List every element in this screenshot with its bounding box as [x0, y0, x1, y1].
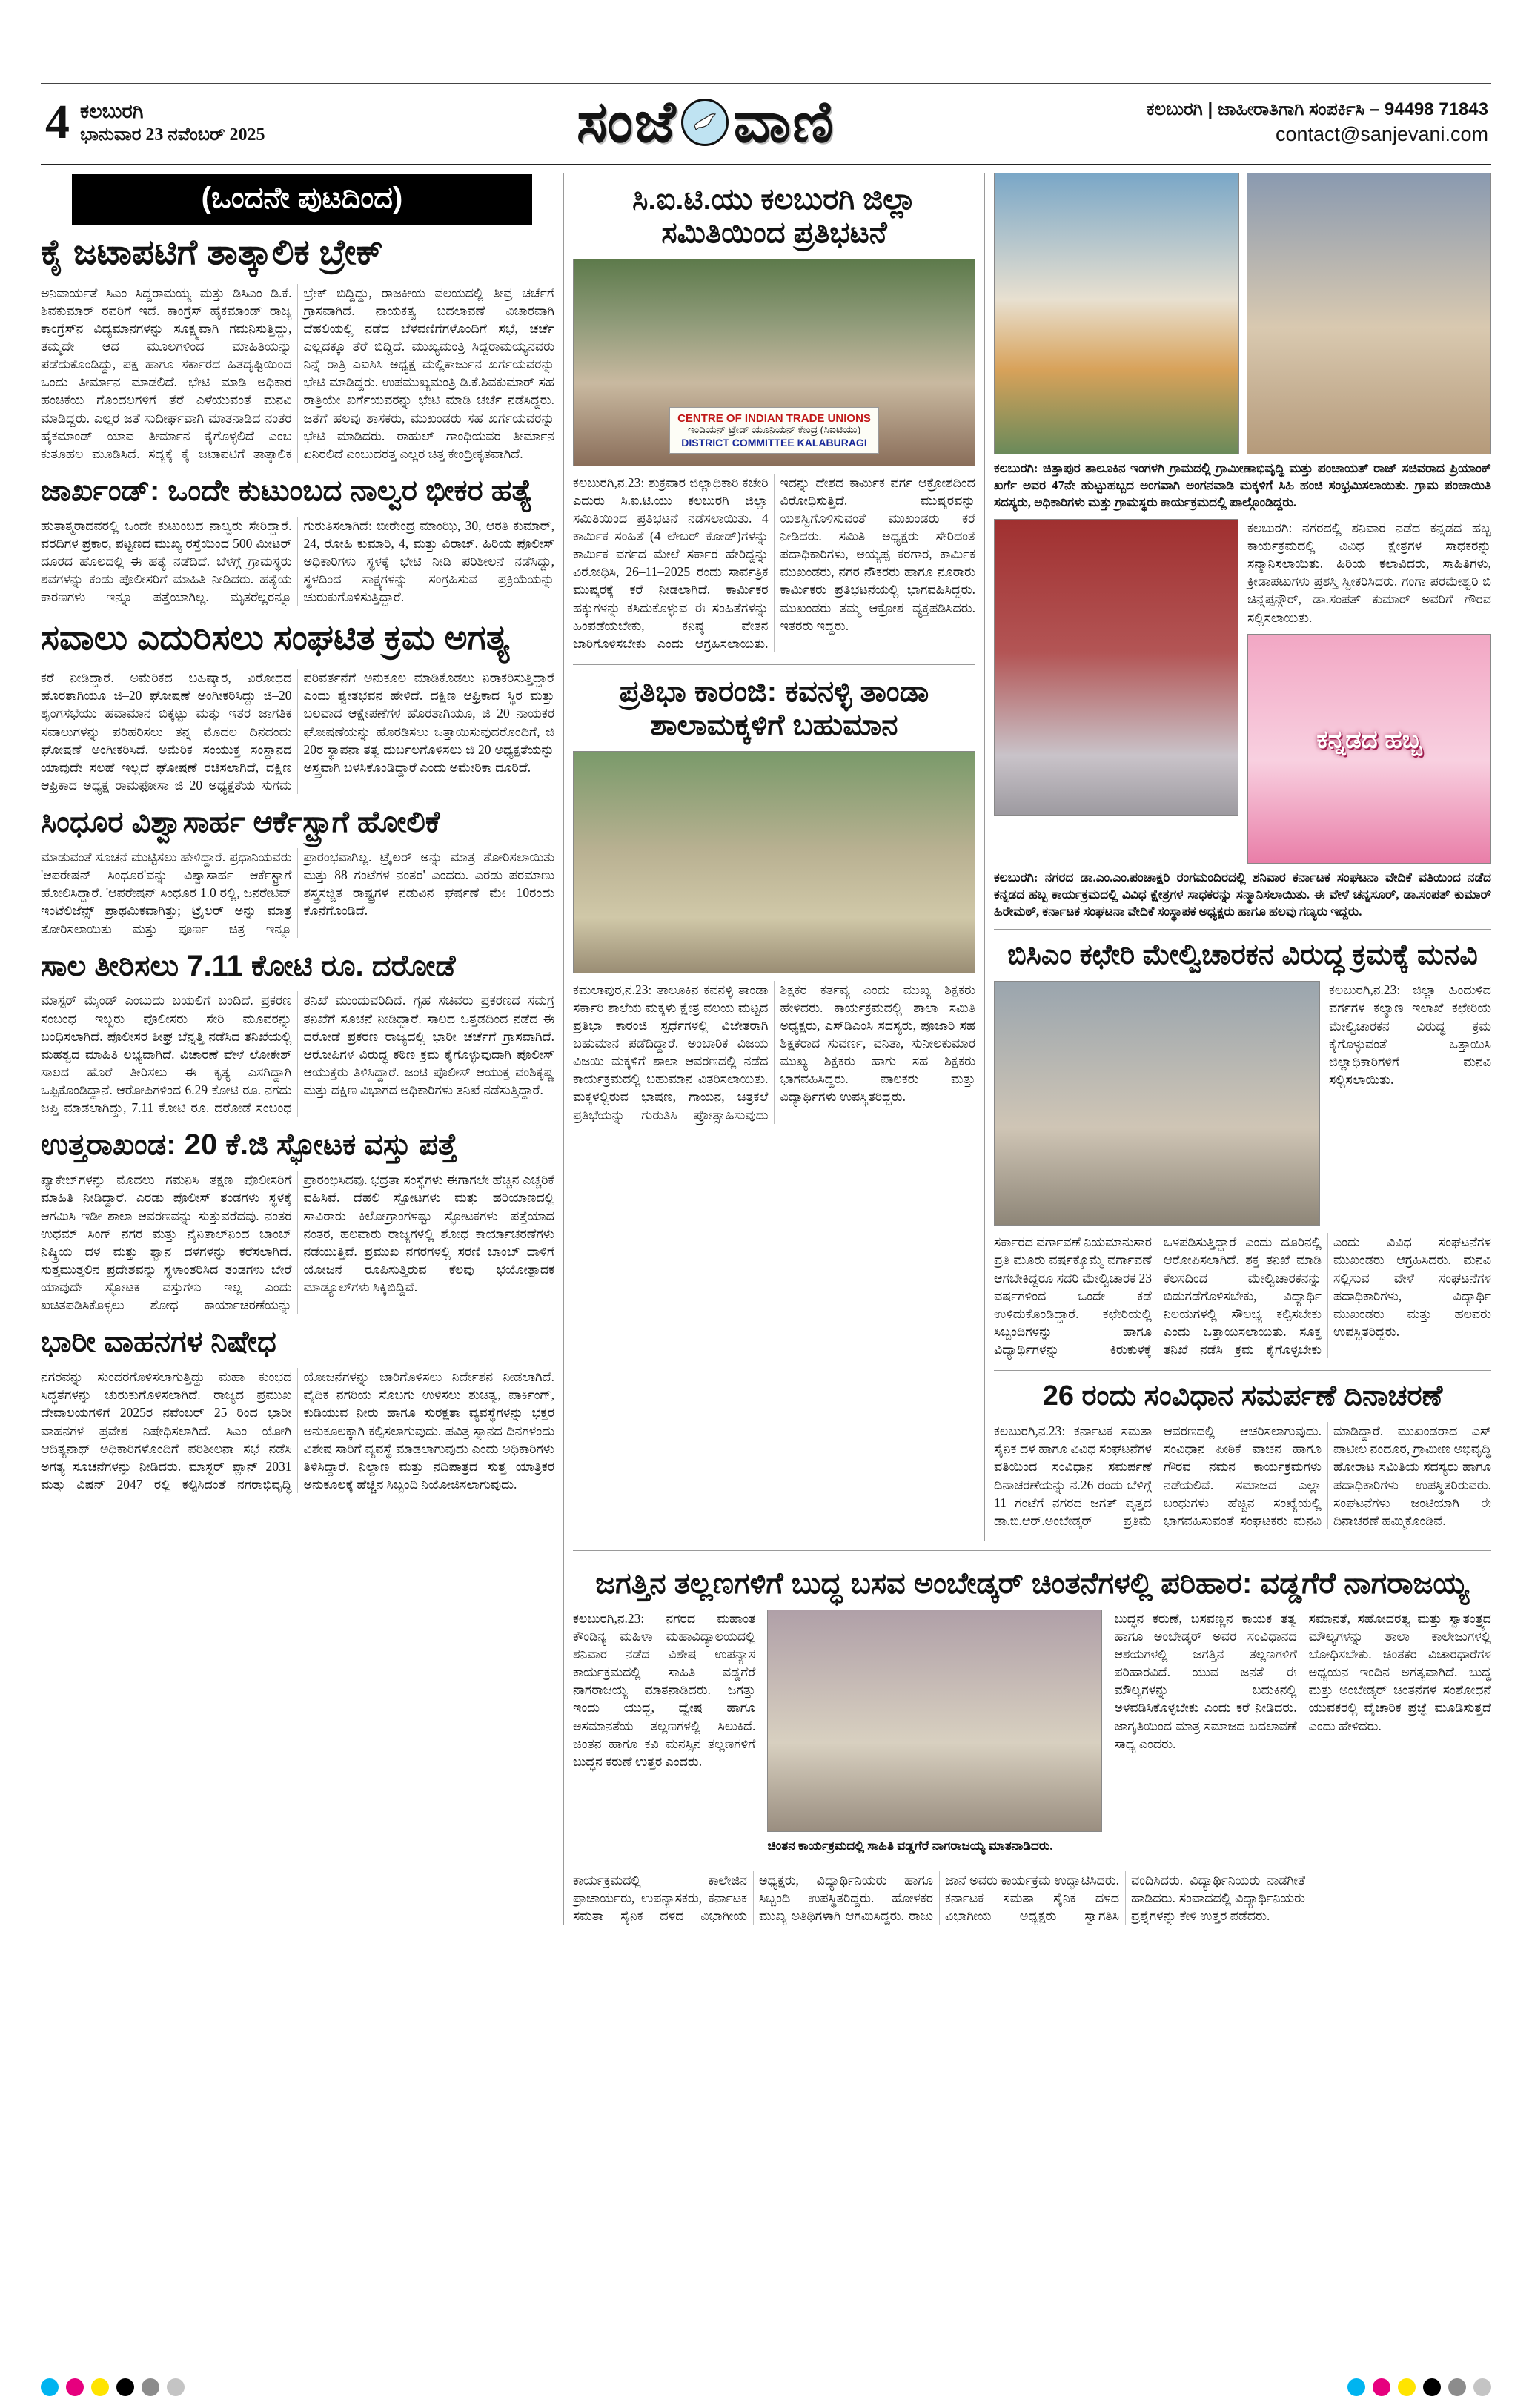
contact-block: [1147, 99, 1488, 146]
color-registration-dot: [1423, 2378, 1441, 2396]
section-divider: [994, 929, 1491, 930]
article-constitution-day: [994, 1380, 1491, 1529]
headline: ಜಾರ್ಖಂಡ್: ಒಂದೇ ಕುಟುಂಬದ ನಾಲ್ವರ ಭೀಕರ ಹತ್ಯೆ: [41, 474, 533, 508]
right-section: [564, 173, 1491, 1925]
headline: ಭಾರೀ ವಾಹನಗಳ ನಿಷೇಧ: [41, 1326, 276, 1359]
left-column: [41, 173, 564, 1925]
photo-rajyotsava-stage: [994, 519, 1238, 816]
headline: 26 ರಂದು ಸಂವಿಧಾನ ಸಮರ್ಪಣೆ ದಿನಾಚರಣೆ: [1042, 1380, 1443, 1412]
photo-school-children-awards: [573, 751, 975, 973]
contact-email: contact@sanjevani.com: [1275, 122, 1488, 145]
article-body: ಮಾಸ್ಟರ್ ಮೈಂಡ್ ಎಂಬುದು ಬಯಲಿಗೆ ಬಂದಿದೆ. ಪ್ರಕರಣ ಸಂಬಂಧ ಇಬ್ಬರು ಪೊಲೀಸರು ಸೇರಿ ಮೂವರನ್ನು ಬಂಧಿಸಲಾಗಿದೆ. ಪೊಲೀಸರ ಶೀಘ್ರ ಬೆನ್ನತ್ತಿ ನಡೆಸಿದ ತನಿಖೆಯಲ್ಲಿ ಮಹತ್ವದ ಮಾಹಿತಿ ಲಭ್ಯವಾಗಿದೆ. ವಿಚಾರಣೆ ವೇಳೆ ಲೋಕೇಶ್ ಸಾಲದ ಹೊರೆ ತೀರಿಸಲು ಈ ಕೃತ್ಯ ಎಸಗಿದ್ದಾಗಿ ಒಪ್ಪಿಕೊಂಡಿದ್ದಾನೆ. ಆರೋಪಿಗಳಿಂದ 6.29 ಕೋಟಿ ರೂ. ನಗದು ಜಪ್ತಿ ಮಾಡಲಾಗಿದ್ದು, 7.11 ಕೋಟಿ ರೂ. ದರೋಡೆ ಸಂಬಂಧ ತನಿಖೆ ಮುಂದುವರಿದಿದೆ. ಗೃಹ ಸಚಿವರು ಪ್ರಕರಣದ ಸಮಗ್ರ ತನಿಖೆಗೆ ಸೂಚನೆ ನೀಡಿದ್ದಾರೆ. ಸಾಲದ ಒತ್ತಡದಿಂದ ನಡೆದ ಈ ದರೋಡೆ ಪ್ರಕರಣ ರಾಜ್ಯದಲ್ಲಿ ಭಾರೀ ಚರ್ಚೆಗೆ ಗ್ರಾಸವಾಗಿದೆ. ಆರೋಪಿಗಳ ವಿರುದ್ಧ ಕಠಿಣ ಕ್ರಮ ಕೈಗೊಳ್ಳುವುದಾಗಿ ಪೊಲೀಸ್ ಆಯುಕ್ತರು ತಿಳಿಸಿದ್ದಾರೆ. ಜಂಟಿ ಪೊಲೀಸ್ ಆಯುಕ್ತ ವಂಶಿಕೃಷ್ಣ ಮತ್ತು ದಕ್ಷಿಣ ವಿಭಾಗದ ಅಧಿಕಾರಿಗಳು ತನಿಖೆ ನಡೆಸುತ್ತಿದ್ದಾರೆ.: [41, 993, 554, 1116]
color-registration-dot: [1448, 2378, 1466, 2396]
masthead-right-word: ವಾಣಿ: [733, 88, 835, 156]
banner-line-english-bottom: DISTRICT COMMITTEE KALABURAGI: [681, 436, 867, 449]
caption-rajyotsava-stage: ಕಲಬುರಗಿ: ನಗರದ ಡಾ.ಎಂ.ಎಂ.ಪಂಚಾಕ್ಷರಿ ರಂಗಮಂದಿರದಲ್ಲಿ ಶನಿವಾರ ಕರ್ನಾಟಕ ಸಂಘಟನಾ ವೇದಿಕೆ ವತಿಯಿಂದ ನಡೆದ ಕನ್ನಡದ ಹಬ್ಬ ಕಾರ್ಯಕ್ರಮದಲ್ಲಿ ವಿವಿಧ ಕ್ಷೇತ್ರಗಳ ಸಾಧಕರನ್ನು ಸನ್ಮಾನಿಸಲಾಯಿತು. ಈ ವೇಳೆ ಚನ್ನಸೂರ್, ಡಾ.ಸಂಪತ್ ಕುಮಾರ್ ಹಿರೇಮಠ್, ಕರ್ನಾಟಕ ಸಂಘಟನಾ ವೇದಿಕೆ ಸಂಸ್ಥಾಪಕ ಅಧ್ಯಕ್ಷರು ಹಾಗೂ ಹಲವು ಗಣ್ಯರು ಇದ್ದರು.: [994, 870, 1491, 919]
photo-bcm-memorandum-group: [994, 981, 1320, 1226]
article-body: ಮಾಡುವಂತೆ ಸೂಚನೆ ಮುಟ್ಟಿಸಲು ಹೇಳಿದ್ದಾರೆ. ಪ್ರಧಾನಿಯವರು 'ಆಪರೇಷನ್ ಸಿಂಧೂರ'ವನ್ನು ವಿಶ್ವಾಸಾರ್ಹ ಆರ್ಕೆಸ್ಟ್ರಾಗೆ ಹೋಲಿಸಿದ್ದಾರೆ. 'ಆಪರೇಷನ್ ಸಿಂಧೂರ 1.0 ರಲ್ಲಿ, ಜನರೇಟಿವ್ ಇಂಟೆಲಿಜೆನ್ಸ್ ಪ್ರಾಥಮಿಕವಾಗಿತ್ತು; ಟ್ರೈಲರ್ ಅನ್ನು ಮಾತ್ರ ತೋರಿಸಲಾಯಿತು ಮತ್ತು ಪೂರ್ಣ ಚಿತ್ರ ಇನ್ನೂ ಪ್ರಾರಂಭವಾಗಿಲ್ಲ. ಟ್ರೈಲರ್ ಅನ್ನು ಮಾತ್ರ ತೋರಿಸಲಾಯಿತು ಮತ್ತು 88 ಗಂಟೆಗಳ ನಂತರ' ಎಂದರು. ಎರಡು ಪರಮಾಣು ಶಸ್ತ್ರಸಜ್ಜಿತ ರಾಷ್ಟ್ರಗಳ ನಡುವಿನ ಘರ್ಷಣೆ ಮೇ 10ರಂದು ಕೊನೆಗೊಂಡಿದೆ.: [41, 849, 554, 936]
article-robbery-711-crore: [41, 950, 554, 1117]
page-header: [41, 83, 1491, 165]
color-registration-dot: [66, 2378, 84, 2396]
page-number: 4: [45, 95, 70, 150]
article-uttarakhand-explosives: [41, 1128, 554, 1314]
rajyotsava-row: [994, 519, 1491, 864]
photo-lecture-event: [767, 1610, 1102, 1832]
article-sindoor-orchestra: [41, 806, 554, 938]
headline: ಬಿಸಿಎಂ ಕಛೇರಿ ಮೇಲ್ವಿಚಾರಕನ ವಿರುದ್ಧ ಕ್ರಮಕ್ಕೆ ಮನವಿ: [1007, 939, 1478, 971]
bottom-col-1: ಕಲಬುರಗಿ,ನ.23: ನಗರದ ಮಹಾಂತ ಕೌಂಡಿನ್ಯ ಮಹಿಳಾ ಮಹಾವಿದ್ಯಾಲಯದಲ್ಲಿ ಶನಿವಾರ ನಡೆದ ವಿಶೇಷ ಉಪನ್ಯಾಸ ಕಾರ್ಯಕ್ರಮದಲ್ಲಿ ಸಾಹಿತಿ ವಡ್ಡಗೆರೆ ನಾಗರಾಜಯ್ಯ ಮಾತನಾಡಿದರು. ಜಗತ್ತು ಇಂದು ಯುದ್ಧ, ದ್ವೇಷ ಹಾಗೂ ಅಸಮಾನತೆಯ ತಲ್ಲಣಗಳಲ್ಲಿ ಸಿಲುಕಿದೆ. ಚಿಂತನ ಹಾಗೂ ಕವಿ ಮನಸ್ಸಿನ ತಲ್ಲಣಗಳಿಗೆ ಬುದ್ಧನ ಕರುಣೆ ಉತ್ತರ ಎಂದರು.: [573, 1610, 756, 1769]
article-heavy-vehicle-ban: [41, 1326, 554, 1493]
dateline: ಭಾನುವಾರ 23 ನವೆಂಬರ್ 2025: [80, 125, 265, 145]
bottom-tail-text: ಕಾರ್ಯಕ್ರಮದಲ್ಲಿ ಕಾಲೇಜಿನ ಪ್ರಾಚಾರ್ಯರು, ಉಪನ್ಯಾಸಕರು, ಕರ್ನಾಟಕ ಸಮತಾ ಸೈನಿಕ ದಳದ ವಿಭಾಗೀಯ ಅಧ್ಯಕ್ಷರು, ವಿದ್ಯಾರ್ಥಿನಿಯರು ಹಾಗೂ ಸಿಬ್ಬಂದಿ ಉಪಸ್ಥಿತರಿದ್ದರು. ಹೋಳಕರ ಮುಖ್ಯ ಅತಿಥಿಗಳಾಗಿ ಆಗಮಿಸಿದ್ದರು. ರಾಜು ಜಾನೆ ಅವರು ಕಾರ್ಯಕ್ರಮ ಉದ್ಘಾಟಿಸಿದರು. ಕರ್ನಾಟಕ ಸಮತಾ ಸೈನಿಕ ದಳದ ವಿಭಾಗೀಯ ಅಧ್ಯಕ್ಷರು ಸ್ವಾಗತಿಸಿ ವಂದಿಸಿದರು. ವಿದ್ಯಾರ್ಥಿನಿಯರು ನಾಡಗೀತೆ ಹಾಡಿದರು. ಸಂವಾದದಲ್ಲಿ ವಿದ್ಯಾರ್ಥಿನಿಯರು ಪ್ರಶ್ನೆಗಳನ್ನು ಕೇಳಿ ಉತ್ತರ ಪಡೆದರು.: [573, 1872, 1305, 1923]
headline: ಪ್ರತಿಭಾ ಕಾರಂಜಿ: ಕವನಳ್ಳಿ ತಾಂಡಾ ಶಾಲಾಮಕ್ಕಳಿಗೆ ಬಹುಮಾನ: [619, 675, 929, 741]
article-congress-break: [41, 233, 554, 463]
rajyotsava-side-text: ಕಲಬುರಗಿ: ನಗರದಲ್ಲಿ ಶನಿವಾರ ನಡೆದ ಕನ್ನಡದ ಹಬ್ಬ ಕಾರ್ಯಕ್ರಮದಲ್ಲಿ ವಿವಿಧ ಕ್ಷೇತ್ರಗಳ ಸಾಧಕರನ್ನು ಸನ್ಮಾನಿಸಲಾಯಿತು. ಹಿರಿಯ ಕಲಾವಿದರು, ಸಾಹಿತಿಗಳು, ಕ್ರೀಡಾಪಟುಗಳು ಪ್ರಶಸ್ತಿ ಸ್ವೀಕರಿಸಿದರು. ಗಂಗಾ ಪರಮೇಶ್ವರಿ ಬಿ ಚಿನ್ನಪ್ಪನ್ಗೌರ್, ಡಾ.ಸಂಪತ್ ಕುಮಾರ್ ಅವರಿಗೆ ಗೌರವ ಸಲ್ಲಿಸಲಾಯಿತು.: [1247, 520, 1491, 625]
article-body: ಕಲಬುರಗಿ,ನ.23: ಕರ್ನಾಟಕ ಸಮತಾ ಸೈನಿಕ ದಳ ಹಾಗೂ ವಿವಿಧ ಸಂಘಟನೆಗಳ ವತಿಯಿಂದ ಸಂವಿಧಾನ ಸಮರ್ಪಣೆ ದಿನಾಚರಣೆಯನ್ನು ನ.26 ರಂದು ಬೆಳಿಗ್ಗೆ 11 ಗಂಟೆಗೆ ನಗರದ ಜಗತ್ ವೃತ್ತದ ಡಾ.ಬಿ.ಆರ್.ಅಂಬೇಡ್ಕರ್ ಪ್ರತಿಮೆ ಆವರಣದಲ್ಲಿ ಆಚರಿಸಲಾಗುವುದು. ಸಂವಿಧಾನ ಪೀಠಿಕೆ ವಾಚನ ಹಾಗೂ ಗೌರವ ನಮನ ಕಾರ್ಯಕ್ರಮಗಳು ನಡೆಯಲಿವೆ. ಸಮಾಜದ ಎಲ್ಲಾ ಬಂಧುಗಳು ಹೆಚ್ಚಿನ ಸಂಖ್ಯೆಯಲ್ಲಿ ಭಾಗವಹಿಸುವಂತೆ ಸಂಘಟಕರು ಮನವಿ ಮಾಡಿದ್ದಾರೆ. ಮುಖಂಡರಾದ ಎಸ್ ಪಾಟೀಲ ನಂದೂರ, ಗ್ರಾಮೀಣ ಅಭಿವೃದ್ಧಿ ಹೋರಾಟ ಸಮಿತಿಯ ಸದಸ್ಯರು ಹಾಗೂ ಪದಾಧಿಕಾರಿಗಳು ಉಪಸ್ಥಿತರಿರುವರು. ಸಂಘಟನೆಗಳು ಜಂಟಿಯಾಗಿ ಈ ದಿನಾಚರಣೆ ಹಮ್ಮಿಕೊಂಡಿವೆ.: [994, 1423, 1491, 1528]
rightmost-column: [985, 173, 1491, 1541]
dove-logo-icon: [681, 99, 729, 146]
photo-birthday-event-1: [994, 173, 1239, 454]
color-registration-dot: [1373, 2378, 1390, 2396]
edition-name: ಕಲಬುರಗಿ: [80, 99, 144, 122]
headline: ಸವಾಲು ಎದುರಿಸಲು ಸಂಘಟಿತ ಕ್ರಮ ಅಗತ್ಯ: [41, 617, 510, 657]
article-body: ಪ್ಯಾಕೇಜ್‌ಗಳನ್ನು ಮೊದಲು ಗಮನಿಸಿ ತಕ್ಷಣ ಪೊಲೀಸರಿಗೆ ಮಾಹಿತಿ ನೀಡಿದ್ದಾರೆ. ಎರಡು ಪೊಲೀಸ್ ತಂಡಗಳು ಸ್ಥಳಕ್ಕೆ ಆಗಮಿಸಿ ಇಡೀ ಶಾಲಾ ಆವರಣವನ್ನು ಸುತ್ತುವರೆದವು. ನಂತರ ಉಧಮ್ ಸಿಂಗ್ ನಗರ ಮತ್ತು ನೈನಿತಾಲ್‌ನಿಂದ ಬಾಂಬ್ ನಿಷ್ಕ್ರಿಯ ದಳ ಮತ್ತು ಶ್ವಾನ ದಳಗಳನ್ನು ಕರೆಸಲಾಗಿದೆ. ಸುತ್ತಮುತ್ತಲಿನ ಪ್ರದೇಶವನ್ನು ಸ್ಥಳಾಂತರಿಸಿದ ತಂಡಗಳು ಬೇರೆ ಯಾವುದೇ ಸ್ಫೋಟಕ ವಸ್ತುಗಳು ಇಲ್ಲ ಎಂದು ಖಚಿತಪಡಿಸಿಕೊಳ್ಳಲು ಶೋಧ ಕಾರ್ಯಾಚರಣೆಯನ್ನು ಪ್ರಾರಂಭಿಸಿದವು. ಭದ್ರತಾ ಸಂಸ್ಥೆಗಳು ಈಗಾಗಲೇ ಹೆಚ್ಚಿನ ಎಚ್ಚರಿಕೆ ವಹಿಸಿವೆ. ದೆಹಲಿ ಸ್ಫೋಟಗಳು ಮತ್ತು ಹರಿಯಾಣದಲ್ಲಿ ಸಾವಿರಾರು ಕಿಲೋಗ್ರಾಂಗಳಷ್ಟು ಸ್ಫೋಟಕಗಳು ಪತ್ತೆಯಾದ ನಂತರ, ಹಲವಾರು ರಾಜ್ಯಗಳಲ್ಲಿ ಶೋಧ ಕಾರ್ಯಾಚರಣೆಗಳು ನಡೆಯುತ್ತಿವೆ. ಪ್ರಮುಖ ನಗರಗಳಲ್ಲಿ ಸರಣಿ ಬಾಂಬ್ ದಾಳಿಗೆ ಯೋಜನೆ ರೂಪಿಸುತ್ತಿರುವ ಕೆಲವು ಭಯೋತ್ಪಾದಕ ಮಾಡ್ಯೂಲ್‌ಗಳು ಸಿಕ್ಕಿಬಿದ್ದಿವೆ.: [41, 1172, 554, 1313]
bottom-col-2: ಬುದ್ಧನ ಕರುಣೆ, ಬಸವಣ್ಣನ ಕಾಯಕ ತತ್ವ ಹಾಗೂ ಅಂಬೇಡ್ಕರ್ ಅವರ ಸಂವಿಧಾನದ ಆಶಯಗಳಲ್ಲಿ ಜಗತ್ತಿನ ತಲ್ಲಣಗಳಿಗೆ ಪರಿಹಾರವಿದೆ. ಯುವ ಜನತೆ ಈ ಮೌಲ್ಯಗಳನ್ನು ಬದುಕಿನಲ್ಲಿ ಅಳವಡಿಸಿಕೊಳ್ಳಬೇಕು ಎಂದು ಕರೆ ನೀಡಿದರು. ಜಾಗೃತಿಯಿಂದ ಮಾತ್ರ ಸಮಾಜದ ಬದಲಾವಣೆ ಸಾಧ್ಯ ಎಂದರು.: [1114, 1610, 1297, 1751]
color-registration-dot: [91, 2378, 109, 2396]
bottom-col-3: ಸಮಾನತೆ, ಸಹೋದರತ್ವ ಮತ್ತು ಸ್ವಾತಂತ್ರ್ಯದ ಮೌಲ್ಯಗಳನ್ನು ಶಾಲಾ ಕಾಲೇಜುಗಳಲ್ಲಿ ಬೋಧಿಸಬೇಕು. ಚಿಂತಕರ ವಿಚಾರಧಾರೆಗಳ ಅಧ್ಯಯನ ಇಂದಿನ ಅಗತ್ಯವಾಗಿದೆ. ಬುದ್ಧ ಮತ್ತು ಅಂಬೇಡ್ಕರ್ ಚಿಂತನೆಗಳ ಸಂಶೋಧನೆ ಯುವಕರಲ್ಲಿ ವೈಚಾರಿಕ ಪ್ರಜ್ಞೆ ಮೂಡಿಸುತ್ತದೆ ಎಂದು ಹೇಳಿದರು.: [1308, 1610, 1491, 1733]
headline: ಸಾಲ ತೀರಿಸಲು 7.11 ಕೋಟಿ ರೂ. ದರೋಡೆ: [41, 949, 456, 982]
article-citu-protest: [573, 183, 975, 652]
headline: ಸಿಂಧೂರ ವಿಶ್ವಾಸಾರ್ಹ ಆರ್ಕೆಸ್ಟ್ರಾಗೆ ಹೋಲಿಕೆ: [41, 806, 440, 839]
bottom-photo-block: [767, 1610, 1102, 1862]
caption-lecture-event: ಚಿಂತನ ಕಾರ್ಯಕ್ರಮದಲ್ಲಿ ಸಾಹಿತಿ ವಡ್ಡಗೆರೆ ನಾಗರಾಜಯ್ಯ ಮಾತನಾಡಿದರು.: [767, 1838, 1053, 1853]
advertise-contact: ಕಲಬುರಗಿ | ಜಾಹೀರಾತಿಗಾಗಿ ಸಂಪರ್ಕಿಸಿ – 94498 71843: [1146, 99, 1488, 119]
print-registration-marks-right: [1347, 2378, 1491, 2396]
photo-citu-protest: [573, 259, 975, 466]
article-body: ಕರೆ ನೀಡಿದ್ದಾರೆ. ಅಮೆರಿಕದ ಬಹಿಷ್ಕಾರ, ವಿರೋಧದ ಹೊರತಾಗಿಯೂ ಜಿ–20 ಘೋಷಣೆ ಅಂಗೀಕರಿಸಿದ್ದು ಜಿ–20 ಶೃಂಗಸಭೆಯು ಹವಾಮಾನ ಬಿಕ್ಕಟ್ಟು ಮತ್ತು ಇತರ ಜಾಗತಿಕ ಸವಾಲುಗಳನ್ನು ಪರಿಹರಿಸಲು ತನ್ನ ಮೊದಲ ದಿನದಂದು ಘೋಷಣೆ ಅಂಗೀಕರಿಸಿದೆ. ಅಮೆರಿಕ ಸಂಯುಕ್ತ ಸಂಸ್ಥಾನದ ಯಾವುದೇ ಸಲಹೆ ಇಲ್ಲದೆ ಘೋಷಣೆ ರಚಿಸಲಾಗಿದೆ, ದಕ್ಷಿಣ ಆಫ್ರಿಕಾದ ಅಧ್ಯಕ್ಷ ರಾಮಫೋಸಾ ಜಿ 20 ಅಧ್ಯಕ್ಷತೆಯ ಸುಗಮ ಪರಿವರ್ತನೆಗೆ ಅನುಕೂಲ ಮಾಡಿಕೊಡಲು ನಿರಾಕರಿಸುತ್ತಿದ್ದಾರೆ ಎಂದು ಶ್ವೇತಭವನ ಹೇಳಿದೆ. ದಕ್ಷಿಣ ಆಫ್ರಿಕಾದ ಸ್ಥಿರ ಮತ್ತು ಬಲವಾದ ಆಕ್ಷೇಪಣೆಗಳ ಹೊರತಾಗಿಯೂ, ಜಿ 20 ನಾಯಕರ ಘೋಷಣೆಯನ್ನು ಹೊರಡಿಸಲು ಒತ್ತಾಯಿಸುವುದರೊಂದಿಗೆ, ಜಿ 20ರ ಸ್ಥಾಪನಾ ತತ್ವ ದುರ್ಬಲಗೊಳಿಸಲು ಜಿ 20 ಅಧ್ಯಕ್ಷತೆಯನ್ನು ಅಸ್ತ್ರವಾಗಿ ಬಳಸಿಕೊಂಡಿದ್ದಾರೆ ಎಂದು ಅಮೇರಿಕಾ ದೂರಿದೆ.: [41, 670, 554, 793]
poster-title: ಕನ್ನಡದ ಹಬ್ಬ: [1316, 725, 1422, 754]
article-pratibha-karanji: [573, 675, 975, 1124]
color-registration-dot: [167, 2378, 185, 2396]
edition-block: [80, 100, 265, 145]
page-content: [41, 173, 1491, 1925]
article-g20-challenges: [41, 618, 554, 795]
headline: ಸಿ.ಐ.ಟಿ.ಯು ಕಲಬುರಗಿ ಜಿಲ್ಲಾ ಸಮಿತಿಯಿಂದ ಪ್ರತಿಭಟನೆ: [632, 183, 916, 249]
print-registration-marks-left: [41, 2378, 185, 2396]
caption-birthday-event: ಕಲಬುರಗಿ: ಚಿತ್ತಾಪುರ ತಾಲೂಕಿನ ಇಂಗಳಗಿ ಗ್ರಾಮದಲ್ಲಿ ಗ್ರಾಮೀಣಾಭಿವೃದ್ಧಿ ಮತ್ತು ಪಂಚಾಯತ್ ರಾಜ್ ಸಚಿವರಾದ ಪ್ರಿಯಾಂಕ್ ಖರ್ಗೆ ಅವರ 47ನೇ ಹುಟ್ಟುಹಬ್ಬದ ಅಂಗವಾಗಿ ಅಂಗನವಾಡಿ ಮಕ್ಕಳಿಗೆ ಸಿಹಿ ಹಂಚಿ ಸಂಭ್ರಮಿಸಲಾಯಿತು. ಗ್ರಾಮ ಪಂಚಾಯಿತಿ ಸದಸ್ಯರು, ಅಧಿಕಾರಿಗಳು ಮತ್ತು ಗ್ರಾಮಸ್ಥರು ಕಾರ್ಯಕ್ರಮದಲ್ಲಿ ಪಾಲ್ಗೊಂಡಿದ್ದರು.: [994, 461, 1491, 509]
headline: ಉತ್ತರಾಖಂಡ: 20 ಕೆ.ಜಿ ಸ್ಫೋಟಕ ವಸ್ತು ಪತ್ತೆ: [41, 1128, 458, 1162]
bottom-article-buddha-basava-ambedkar: [573, 1550, 1491, 1925]
masthead-left-word: ಸಂಜೆ: [576, 88, 677, 156]
color-registration-dot: [142, 2378, 159, 2396]
protest-banner: [669, 407, 879, 454]
color-registration-dot: [41, 2378, 59, 2396]
section-divider: [573, 664, 975, 665]
headline: ಕೈ ಜಟಾಪಟಿಗೆ ತಾತ್ಕಾಲಿಕ ಬ್ರೇಕ್: [41, 232, 383, 271]
color-registration-dot: [1398, 2378, 1416, 2396]
headline: ಜಗತ್ತಿನ ತಲ್ಲಣಗಳಿಗೆ ಬುದ್ಧ ಬಸವ ಅಂಬೇಡ್ಕರ್ ಚಿಂತನೆಗಳಲ್ಲಿ ಪರಿಹಾರ: ವಡ್ಡಗೆರೆ ನಾಗರಾಜಯ್ಯ: [595, 1567, 1469, 1600]
article-body: ಹುತಾತ್ಮರಾದವರಲ್ಲಿ ಒಂದೇ ಕುಟುಂಬದ ನಾಲ್ವರು ಸೇರಿದ್ದಾರೆ. ವರದಿಗಳ ಪ್ರಕಾರ, ಪಟ್ಟಣದ ಮುಖ್ಯ ರಸ್ತೆಯಿಂದ 500 ಮೀಟರ್ ದೂರದ ಹೊಲದಲ್ಲಿ ಈ ಹತ್ಯೆ ನಡೆದಿದೆ. ಬೆಳಗ್ಗೆ ಗ್ರಾಮಸ್ಥರು ಶವಗಳನ್ನು ಕಂಡು ಪೊಲೀಸರಿಗೆ ಮಾಹಿತಿ ನೀಡಿದರು. ಹತ್ಯೆಯ ಕಾರಣಗಳು ಇನ್ನೂ ಪತ್ತೆಯಾಗಿಲ್ಲ. ಮೃತರೆಲ್ಲರನ್ನೂ ಗುರುತಿಸಲಾಗಿದೆ: ಬೀರೇಂದ್ರ ಮಾಂಝಿ, 30, ಆರತಿ ಕುಮಾರ್, 24, ರೋಹಿ ಕುಮಾರಿ, 4, ಮತ್ತು ವಿರಾಜ್. ಹಿರಿಯ ಪೊಲೀಸ್ ಅಧಿಕಾರಿಗಳು ಸ್ಥಳಕ್ಕೆ ಭೇಟಿ ನೀಡಿ ಪರಿಶೀಲನೆ ನಡೆಸಿದ್ದು, ಸ್ಥಳದಿಂದ ಸಾಕ್ಷ್ಯಗಳನ್ನು ಸಂಗ್ರಹಿಸುವ ಪ್ರಕ್ರಿಯೆಯನ್ನು ಚುರುಕುಗೊಳಿಸುತ್ತಿದ್ದಾರೆ.: [41, 517, 554, 605]
middle-column: [573, 173, 985, 1541]
article-body: ನಗರವನ್ನು ಸುಂದರಗೊಳಿಸಲಾಗುತ್ತಿದ್ದು ಮಹಾ ಕುಂಭದ ಸಿದ್ಧತೆಗಳನ್ನು ಚುರುಕುಗೊಳಿಸಲಾಗಿದೆ. ರಾಜ್ಯದ ಪ್ರಮುಖ ದೇವಾಲಯಗಳಿಗೆ 2025ರ ನವೆಂಬರ್ 25 ರಿಂದ ಭಾರೀ ವಾಹನಗಳ ಪ್ರವೇಶ ನಿಷೇಧಿಸಲಾಗಿದೆ. ಸಿಎಂ ಯೋಗಿ ಆದಿತ್ಯನಾಥ್ ಅಧಿಕಾರಿಗಳೊಂದಿಗೆ ಪರಿಶೀಲನಾ ಸಭೆ ನಡೆಸಿ ಅಗತ್ಯ ಸೂಚನೆಗಳನ್ನು ನೀಡಿದರು. ಮಾಸ್ಟರ್ ಪ್ಲಾನ್ 2031 ಮತ್ತು ವಿಷನ್ 2047 ರಲ್ಲಿ ಕಲ್ಪಿಸಿದಂತೆ ನಗರಾಭಿವೃದ್ಧಿ ಯೋಜನೆಗಳನ್ನು ಜಾರಿಗೊಳಿಸಲು ನಿರ್ದೇಶನ ನೀಡಲಾಗಿದೆ. ವೈದಿಕ ನಗರಿಯ ಸೊಬಗು ಉಳಿಸಲು ಶುಚಿತ್ವ, ಪಾರ್ಕಿಂಗ್, ಕುಡಿಯುವ ನೀರು ಹಾಗೂ ಸುರಕ್ಷತಾ ವ್ಯವಸ್ಥೆಗಳನ್ನು ಭಕ್ತರ ಅನುಕೂಲಕ್ಕಾಗಿ ಕಲ್ಪಿಸಲಾಗುವುದು. ಪವಿತ್ರ ಸ್ನಾನದ ದಿನಗಳಂದು ವಿಶೇಷ ಸಾರಿಗೆ ವ್ಯವಸ್ಥೆ ಮಾಡಲಾಗುವುದು ಎಂದು ಅಧಿಕಾರಿಗಳು ತಿಳಿಸಿದ್ದಾರೆ. ನಿಲ್ದಾಣ ಮತ್ತು ನದಿಪಾತ್ರದ ಸುತ್ತ ಯಾತ್ರಿಕರ ಅನುಕೂಲಕ್ಕೆ ಹೆಚ್ಚಿನ ಸಿಬ್ಬಂದಿ ನಿಯೋಜಿಸಲಾಗುವುದು.: [41, 1369, 554, 1492]
article-jharkhand-murder: [41, 474, 554, 606]
section-divider: [994, 1370, 1491, 1371]
article-lead: ಕಲಬುರಗಿ,ನ.23: ಜಿಲ್ಲಾ ಹಿಂದುಳಿದ ವರ್ಗಗಳ ಕಲ್ಯಾಣ ಇಲಾಖೆ ಕಛೇರಿಯ ಮೇಲ್ವಿಚಾರಕನ ವಿರುದ್ಧ ಕ್ರಮ ಕೈಗೊಳ್ಳುವಂತೆ ಒತ್ತಾಯಿಸಿ ಜಿಲ್ಲಾಧಿಕಾರಿಗಳಿಗೆ ಮನವಿ ಸಲ್ಲಿಸಲಾಯಿತು.: [1329, 982, 1491, 1087]
article-body: ಸರ್ಕಾರದ ವರ್ಗಾವಣೆ ನಿಯಮಾನುಸಾರ ಪ್ರತಿ ಮೂರು ವರ್ಷಕ್ಕೊಮ್ಮೆ ವರ್ಗಾವಣೆ ಆಗಬೇಕಿದ್ದರೂ ಸದರಿ ಮೇಲ್ವಿಚಾರಕ 23 ವರ್ಷಗಳಿಂದ ಒಂದೇ ಕಡೆ ಉಳಿದುಕೊಂಡಿದ್ದಾರೆ. ಕಛೇರಿಯಲ್ಲಿ ಸಿಬ್ಬಂದಿಗಳನ್ನು ಹಾಗೂ ವಿದ್ಯಾರ್ಥಿಗಳನ್ನು ಕಿರುಕುಳಕ್ಕೆ ಒಳಪಡಿಸುತ್ತಿದ್ದಾರೆ ಎಂದು ದೂರಿನಲ್ಲಿ ಆರೋಪಿಸಲಾಗಿದೆ. ಶಕ್ತ ತನಿಖೆ ಮಾಡಿ ಕೆಲಸದಿಂದ ಮೇಲ್ವಿಚಾರಕನನ್ನು ಬಿಡುಗಡೆಗೊಳಿಸಬೇಕು, ವಿದ್ಯಾರ್ಥಿ ನಿಲಯಗಳಲ್ಲಿ ಸೌಲಭ್ಯ ಕಲ್ಪಿಸಬೇಕು ಎಂದು ಒತ್ತಾಯಿಸಲಾಯಿತು. ಸೂಕ್ತ ತನಿಖೆ ನಡೆಸಿ ಕ್ರಮ ಕೈಗೊಳ್ಳಬೇಕು ಎಂದು ವಿವಿಧ ಸಂಘಟನೆಗಳ ಮುಖಂಡರು ಆಗ್ರಹಿಸಿದರು. ಮನವಿ ಸಲ್ಲಿಸುವ ವೇಳೆ ಸಂಘಟನೆಗಳ ಪದಾಧಿಕಾರಿಗಳು, ವಿದ್ಯಾರ್ಥಿ ಮುಖಂಡರು ಮತ್ತು ಹಲವರು ಉಪಸ್ಥಿತರಿದ್ದರು.: [994, 1234, 1491, 1357]
color-registration-dot: [1473, 2378, 1491, 2396]
masthead: [265, 88, 1146, 156]
birthday-photos-row: [994, 173, 1491, 454]
article-body: ಕಮಲಾಪುರ,ನ.23: ತಾಲೂಕಿನ ಕವನಳ್ಳಿ ತಾಂಡಾ ಸರ್ಕಾರಿ ಶಾಲೆಯ ಮಕ್ಕಳು ಕ್ಷೇತ್ರ ವಲಯ ಮಟ್ಟದ ಪ್ರತಿಭಾ ಕಾರಂಜಿ ಸ್ಪರ್ಧೆಗಳಲ್ಲಿ ವಿಜೇತರಾಗಿ ಬಹುಮಾನ ಪಡೆದಿದ್ದಾರೆ. ಅಂಬಾರಿಕ ವಿಜಯ ವಿಜಯಿ ಮಕ್ಕಳಿಗೆ ಶಾಲಾ ಆವರಣದಲ್ಲಿ ನಡೆದ ಕಾರ್ಯಕ್ರಮದಲ್ಲಿ ಬಹುಮಾನ ವಿತರಿಸಲಾಯಿತು. ಮಕ್ಕಳಲ್ಲಿರುವ ಭಾಷಣ, ಗಾಯನ, ಚಿತ್ರಕಲೆ ಪ್ರತಿಭೆಯನ್ನು ಗುರುತಿಸಿ ಪ್ರೋತ್ಸಾಹಿಸುವುದು ಶಿಕ್ಷಕರ ಕರ್ತವ್ಯ ಎಂದು ಮುಖ್ಯ ಶಿಕ್ಷಕರು ಹೇಳಿದರು. ಕಾರ್ಯಕ್ರಮದಲ್ಲಿ ಶಾಲಾ ಸಮಿತಿ ಅಧ್ಯಕ್ಷರು, ಎಸ್‌ಡಿಎಂಸಿ ಸದಸ್ಯರು, ಪೂಜಾರಿ ಸಹ ಶಿಕ್ಷಕರಾದ ಸುವರ್ಣ, ವನಿತಾ, ಸುನೀಲಕುಮಾರ ಮುಖ್ಯ ಶಿಕ್ಷಕರು ಹಾಗು ಸಹ ಶಿಕ್ಷಕರು ಭಾಗವಹಿಸಿದ್ದರು. ಪಾಲಕರು ಮತ್ತು ವಿದ್ಯಾರ್ಥಿಗಳು ಉಪಸ್ಥಿತರಿದ್ದರು.: [573, 982, 975, 1122]
banner-line-english-top: CENTRE OF INDIAN TRADE UNIONS: [677, 411, 871, 425]
article-body: ಅನಿವಾರ್ಯತೆ ಸಿಎಂ ಸಿದ್ದರಾಮಯ್ಯ ಮತ್ತು ಡಿಸಿಎಂ ಡಿ.ಕೆ. ಶಿವಕುಮಾರ್ ರವರಿಗೆ ಇದೆ. ಕಾಂಗ್ರೆಸ್ ಹೈಕಮಾಂಡ್ ರಾಜ್ಯ ಕಾಂಗ್ರೆಸ್‌ನ ವಿದ್ಯಮಾನಗಳನ್ನು ಸೂಕ್ಷ್ಮವಾಗಿ ಗಮನಿಸುತ್ತಿದ್ದು, ತಮ್ಮದೇ ಆದ ಮೂಲಗಳಿಂದ ಮಾಹಿತಿಯನ್ನು ಪಡೆದುಕೊಂಡಿದ್ದು, ಪಕ್ಷ ಹಾಗೂ ಸರ್ಕಾರದ ಹಿತದೃಷ್ಟಿಯಿಂದ ಒಂದು ತೀರ್ಮಾನ ಮಾಡಲಿದೆ. ಭೇಟಿ ಮಾಡಿ ಅಧಿಕಾರ ಹಂಚಿಕೆಯ ಗೊಂದಲಗಳಿಗೆ ತೆರೆ ಎಳೆಯುವಂತೆ ಮನವಿ ಮಾಡಿದ್ದರು. ಎಲ್ಲರ ಜತೆ ಸುದೀರ್ಘವಾಗಿ ಮಾತನಾಡಿದ ನಂತರ ಹೈಕಮಾಂಡ್ ಯಾವ ತೀರ್ಮಾನ ಕೈಗೊಳ್ಳಲಿದೆ ಎಂಬ ಕುತೂಹಲ ಮೂಡಿಸಿದೆ. ಸದ್ಯಕ್ಕೆ ಕೈ ಜಟಾಪಟಿಗೆ ತಾತ್ಕಾಲಿಕ ಬ್ರೇಕ್ ಬಿದ್ದಿದ್ದು, ರಾಜಕೀಯ ವಲಯದಲ್ಲಿ ತೀವ್ರ ಚರ್ಚೆಗೆ ಗ್ರಾಸವಾಗಿದೆ. ನಾಯಕತ್ವ ಬದಲಾವಣೆ ವಿಚಾರವಾಗಿ ದೆಹಲಿಯಲ್ಲಿ ನಡೆದ ಬೆಳವಣಿಗೆಗಳೊಂದಿಗೆ ಸಭೆ, ಚರ್ಚೆ ಎಲ್ಲದಕ್ಕೂ ತೆರೆ ಬಿದ್ದಿದೆ. ಮುಖ್ಯಮಂತ್ರಿ ಸಿದ್ದರಾಮಯ್ಯನವರು ನಿನ್ನೆ ರಾತ್ರಿ ಎಐಸಿಸಿ ಅಧ್ಯಕ್ಷ ಮಲ್ಲಿಕಾರ್ಜುನ ಖರ್ಗೆಯವರನ್ನು ಭೇಟಿ ಮಾಡಿದ್ದರು. ಉಪಮುಖ್ಯಮಂತ್ರಿ ಡಿ.ಕೆ.ಶಿವಕುಮಾರ್ ಸಹ ರಾತ್ರಿಯೇ ಖರ್ಗೆಯವರನ್ನು ಭೇಟಿ ಮಾಡಿ ಚರ್ಚೆ ನಡೆಸಿದ್ದರು. ಜತೆಗೆ ಹಲವು ಶಾಸಕರು, ಮುಖಂಡರು ಸಹ ಖರ್ಗೆಯವರನ್ನು ಭೇಟಿ ಮಾಡಿದರು. ರಾಹುಲ್ ಗಾಂಧಿಯವರ ತೀರ್ಮಾನ ಏನಿರಲಿದೆ ಎಂಬುದರತ್ತ ಎಲ್ಲರ ಚಿತ್ತ ಕೇಂದ್ರೀಕೃತವಾಗಿದೆ.: [41, 285, 554, 461]
poster-kannada-habba: [1247, 634, 1491, 864]
continued-from-page-one-banner: (ಒಂದನೇ ಪುಟದಿಂದ): [72, 174, 532, 225]
color-registration-dot: [1347, 2378, 1365, 2396]
article-body: ಕಲಬುರಗಿ,ನ.23: ಶುಕ್ರವಾರ ಜಿಲ್ಲಾಧಿಕಾರಿ ಕಚೇರಿ ಎದುರು ಸಿ.ಐ.ಟಿ.ಯು ಕಲಬುರಗಿ ಜಿಲ್ಲಾ ಸಮಿತಿಯಿಂದ ಪ್ರತಿಭಟನೆ ನಡೆಸಲಾಯಿತು. 4 ಕಾರ್ಮಿಕ ಸಂಹಿತೆ (4 ಲೇಬರ್ ಕೋಡ್)ಗಳನ್ನು ಕಾರ್ಮಿಕ ವರ್ಗದ ಮೇಲೆ ಸರ್ಕಾರ ಹೇರಿದ್ದನ್ನು ವಿರೋಧಿಸಿ, 26–11–2025 ರಂದು ಸಾರ್ವತ್ರಿಕ ಮುಷ್ಕರಕ್ಕೆ ಕರೆ ನೀಡಲಾಗಿದೆ. ಕಾರ್ಮಿಕರ ಹಕ್ಕುಗಳನ್ನು ಕಸಿದುಕೊಳ್ಳುವ ಈ ಸಂಹಿತೆಗಳನ್ನು ಹಿಂಪಡೆಯಬೇಕು, ಕನಿಷ್ಠ ವೇತನ ಜಾರಿಗೊಳಿಸಬೇಕು ಎಂದು ಆಗ್ರಹಿಸಲಾಯಿತು. ಇದನ್ನು ದೇಶದ ಕಾರ್ಮಿಕ ವರ್ಗ ಆಕ್ರೋಶದಿಂದ ವಿರೋಧಿಸುತ್ತಿದೆ. ಮುಷ್ಕರವನ್ನು ಯಶಸ್ವಿಗೊಳಿಸುವಂತೆ ಮುಖಂಡರು ಕರೆ ನೀಡಿದರು. ಸಮಿತಿ ಅಧ್ಯಕ್ಷರು ಸೇರಿದಂತೆ ಪದಾಧಿಕಾರಿಗಳು, ಅಯ್ಯಪ್ಪ ಕರಗಾರ, ಕಾರ್ಮಿಕ ಮುಖಂಡರು, ನಗರ ನೌಕರರು ಹಾಗೂ ನೂರಾರು ಕಾರ್ಮಿಕರು ಪ್ರತಿಭಟನೆಯಲ್ಲಿ ಭಾಗವಹಿಸಿದ್ದರು. ಮುಖಂಡರು ತಮ್ಮ ಆಕ್ರೋಶ ವ್ಯಕ್ತಪಡಿಸಿದರು. ಇತರರು ಇದ್ದರು.: [573, 474, 975, 651]
banner-line-kannada: ಇಂಡಿಯನ್ ಟ್ರೇಡ್ ಯೂನಿಯನ್ ಕೇಂದ್ರ (ಸಿಐಟಿಯು): [687, 424, 861, 436]
color-registration-dot: [116, 2378, 134, 2396]
article-bcm-supervisor: [994, 939, 1491, 1358]
photo-birthday-event-2: [1247, 173, 1492, 454]
